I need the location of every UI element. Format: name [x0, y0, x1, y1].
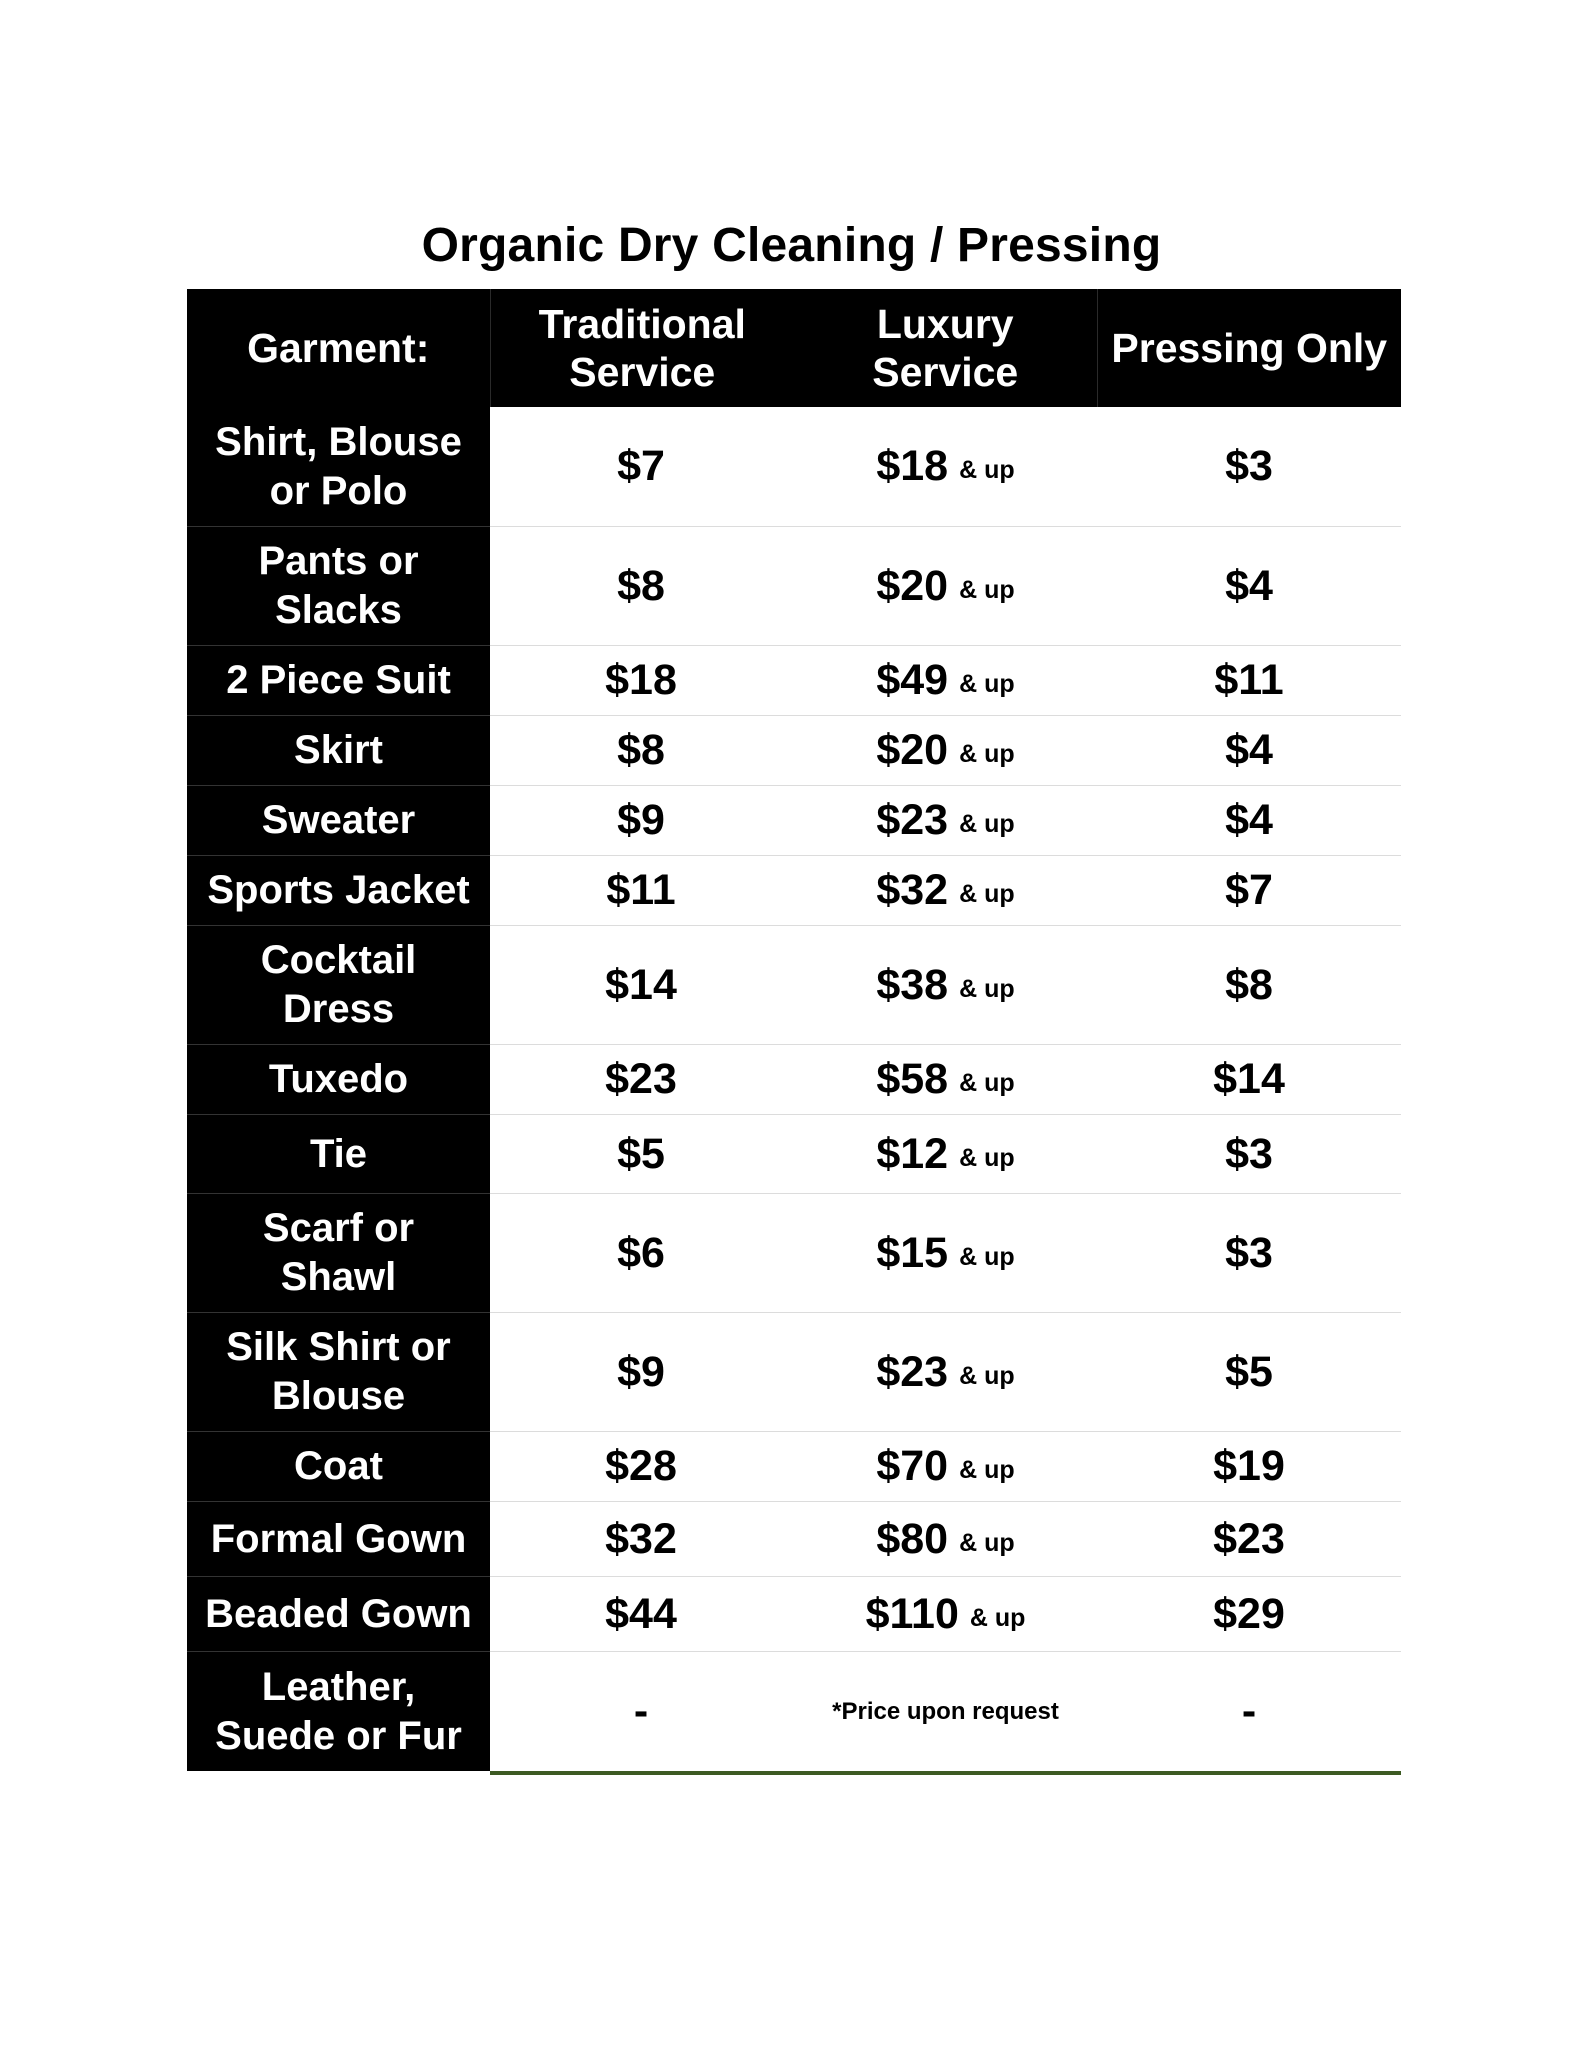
traditional-price-cell: [490, 1501, 794, 1576]
luxury-price: $23: [876, 796, 949, 844]
garment-name-line2: Shawl: [280, 1255, 397, 1299]
garment-cell: [187, 785, 490, 855]
pressing-price-cell: [1097, 1651, 1401, 1771]
pressing-price: $4: [1225, 726, 1273, 774]
luxury-price: $23: [876, 1347, 949, 1396]
pressing-price-cell: [1097, 1576, 1401, 1651]
garment-name-line2: Dress: [282, 987, 395, 1031]
garment-name-line1: Scarf or: [262, 1206, 415, 1250]
luxury-price-cell: [794, 1044, 1097, 1114]
luxury-price: $12: [876, 1129, 949, 1178]
table-row: [187, 526, 1401, 645]
table-body: [187, 407, 1401, 1771]
luxury-price: $49: [876, 656, 949, 704]
and-up-suffix: & up: [959, 1069, 1015, 1097]
and-up-suffix: & up: [959, 1361, 1015, 1390]
garment-name-line1: Tie: [309, 1131, 368, 1176]
pressing-price-cell: [1097, 1501, 1401, 1576]
and-up-suffix: & up: [969, 1603, 1026, 1632]
garment-name-line1: Coat: [294, 1444, 383, 1488]
pressing-price-cell: [1097, 925, 1401, 1044]
garment-cell: [187, 925, 490, 1044]
traditional-price: $8: [617, 561, 665, 610]
garment-name-line1: Beaded Gown: [205, 1591, 472, 1636]
pressing-price-cell: [1097, 1044, 1401, 1114]
pressing-price-cell: [1097, 526, 1401, 645]
garment-name-line2: Slacks: [275, 588, 402, 632]
traditional-price: $23: [605, 1055, 677, 1103]
pressing-price-cell: [1097, 1431, 1401, 1501]
pressing-price: $3: [1225, 442, 1273, 490]
pressing-price-cell: [1097, 407, 1401, 526]
traditional-price-cell: [490, 1193, 794, 1312]
luxury-price-cell: [794, 785, 1097, 855]
traditional-price-cell: [490, 785, 794, 855]
pressing-price: -: [1241, 1687, 1257, 1735]
traditional-price-cell: [490, 1576, 794, 1651]
luxury-price-cell: [794, 1501, 1097, 1576]
table-row: [187, 407, 1401, 526]
traditional-price-cell: [490, 526, 794, 645]
luxury-price: $20: [876, 561, 949, 610]
garment-name-line1: Pants or: [258, 539, 419, 583]
luxury-price-cell: [794, 1193, 1097, 1312]
traditional-price: $9: [617, 1347, 665, 1396]
header-garment: Garment:: [187, 289, 491, 407]
luxury-price: $18: [876, 442, 949, 490]
garment-cell: [187, 1044, 490, 1114]
traditional-price: $5: [617, 1129, 665, 1178]
luxury-price: $38: [876, 960, 949, 1009]
and-up-suffix: & up: [959, 575, 1015, 604]
price-table: [187, 289, 1401, 1771]
luxury-price: $32: [876, 866, 949, 914]
traditional-price-cell: [490, 1431, 794, 1501]
luxury-price: $15: [876, 1228, 949, 1277]
traditional-price: $28: [605, 1442, 677, 1490]
table-row: [187, 855, 1401, 925]
table-header-row: [187, 289, 1401, 407]
and-up-suffix: & up: [959, 810, 1015, 838]
garment-name-line1: Cocktail: [260, 938, 417, 982]
garment-cell: [187, 1576, 490, 1651]
table-row: [187, 1044, 1401, 1114]
header-traditional-line2: Service: [569, 349, 716, 395]
traditional-price-cell: [490, 1651, 794, 1771]
table-row: [187, 1576, 1401, 1651]
and-up-suffix: & up: [959, 740, 1015, 768]
garment-cell: [187, 855, 490, 925]
table-row: [187, 785, 1401, 855]
traditional-price-cell: [490, 925, 794, 1044]
pressing-price-cell: [1097, 855, 1401, 925]
header-pressing-only: Pressing Only: [1097, 289, 1402, 407]
traditional-price: $7: [617, 442, 665, 490]
and-up-suffix: & up: [959, 456, 1015, 484]
luxury-price: $20: [876, 726, 949, 774]
pressing-price-cell: [1097, 785, 1401, 855]
traditional-price: $14: [605, 960, 677, 1009]
garment-name-line1: Skirt: [294, 728, 383, 772]
pressing-price: $3: [1225, 1228, 1273, 1277]
pressing-price-cell: [1097, 645, 1401, 715]
table-row: [187, 645, 1401, 715]
and-up-suffix: & up: [959, 1143, 1015, 1172]
pressing-price: $8: [1225, 960, 1273, 1009]
garment-name-line1: 2 Piece Suit: [226, 658, 451, 702]
luxury-price-cell: [794, 1651, 1097, 1771]
garment-cell: [187, 1312, 490, 1431]
pressing-price-cell: [1097, 715, 1401, 785]
header-traditional-service: [491, 289, 795, 407]
pressing-price-cell: [1097, 1193, 1401, 1312]
garment-name-line1: Leather,: [261, 1664, 416, 1709]
luxury-price-cell: [794, 1114, 1097, 1193]
garment-cell: [187, 1501, 490, 1576]
and-up-suffix: & up: [959, 670, 1015, 698]
table-bottom-rule: [490, 1771, 1401, 1775]
pressing-price: $3: [1225, 1129, 1273, 1178]
and-up-suffix: & up: [959, 880, 1015, 908]
traditional-price-cell: [490, 1044, 794, 1114]
traditional-price: -: [633, 1687, 649, 1735]
luxury-price-cell: [794, 1312, 1097, 1431]
luxury-price-cell: [794, 925, 1097, 1044]
luxury-price-cell: [794, 645, 1097, 715]
traditional-price: $6: [617, 1228, 665, 1277]
garment-cell: [187, 1431, 490, 1501]
table-row: [187, 1431, 1401, 1501]
luxury-price: $58: [876, 1055, 949, 1103]
garment-name-line2: Suede or Fur: [215, 1713, 462, 1758]
luxury-price-cell: [794, 715, 1097, 785]
table-row: [187, 1193, 1401, 1312]
header-luxury-line1: Luxury: [876, 301, 1014, 347]
pressing-price: $4: [1225, 796, 1273, 844]
pressing-price: $23: [1213, 1514, 1285, 1563]
pressing-price: $29: [1213, 1589, 1285, 1638]
traditional-price-cell: [490, 407, 794, 526]
pressing-price: $11: [1214, 656, 1284, 704]
pressing-price: $4: [1225, 561, 1273, 610]
and-up-suffix: & up: [959, 1528, 1015, 1557]
pressing-price-cell: [1097, 1312, 1401, 1431]
header-luxury-service: [794, 289, 1097, 407]
luxury-price: $110: [865, 1589, 959, 1638]
garment-cell: [187, 645, 490, 715]
traditional-price-cell: [490, 645, 794, 715]
garment-cell: [187, 1651, 490, 1771]
luxury-price-cell: [794, 855, 1097, 925]
luxury-price-cell: [794, 1576, 1097, 1651]
table-row: [187, 1114, 1401, 1193]
luxury-price-cell: [794, 407, 1097, 526]
header-traditional-line1: Traditional: [538, 301, 746, 347]
and-up-suffix: & up: [959, 1456, 1015, 1484]
garment-cell: [187, 715, 490, 785]
page-title: Organic Dry Cleaning / Pressing: [421, 219, 1162, 272]
traditional-price-cell: [490, 715, 794, 785]
garment-cell: [187, 407, 490, 526]
garment-name-line1: Silk Shirt or: [226, 1325, 451, 1369]
traditional-price: $18: [605, 656, 677, 704]
luxury-price-cell: [794, 1431, 1097, 1501]
table-row: [187, 925, 1401, 1044]
pressing-price: $5: [1225, 1347, 1273, 1396]
traditional-price: $9: [617, 796, 665, 844]
traditional-price: $11: [606, 866, 676, 914]
pressing-price: $7: [1225, 866, 1273, 914]
table-row: [187, 1312, 1401, 1431]
header-luxury-line2: Service: [872, 349, 1019, 395]
table-row: [187, 1651, 1401, 1771]
traditional-price: $8: [617, 726, 665, 774]
garment-name-line1: Tuxedo: [268, 1057, 409, 1101]
and-up-suffix: & up: [959, 1242, 1015, 1271]
price-upon-request-note: *Price upon request: [832, 1697, 1059, 1725]
garment-name-line1: Formal Gown: [210, 1516, 467, 1561]
and-up-suffix: & up: [959, 974, 1015, 1003]
pressing-price-cell: [1097, 1114, 1401, 1193]
table-row: [187, 1501, 1401, 1576]
pressing-price: $14: [1213, 1055, 1285, 1103]
garment-cell: [187, 1114, 490, 1193]
traditional-price-cell: [490, 855, 794, 925]
garment-cell: [187, 526, 490, 645]
traditional-price: $44: [605, 1589, 677, 1638]
table-row: [187, 715, 1401, 785]
garment-name-line2: or Polo: [269, 468, 408, 513]
garment-name-line1: Sweater: [261, 798, 416, 842]
pressing-price: $19: [1213, 1442, 1285, 1490]
traditional-price-cell: [490, 1114, 794, 1193]
luxury-price: $70: [876, 1442, 949, 1490]
traditional-price: $32: [605, 1514, 677, 1563]
garment-name-line2: Blouse: [271, 1374, 406, 1418]
traditional-price-cell: [490, 1312, 794, 1431]
luxury-price-cell: [794, 526, 1097, 645]
garment-name-line1: Sports Jacket: [207, 868, 470, 912]
garment-cell: [187, 1193, 490, 1312]
luxury-price: $80: [876, 1514, 949, 1563]
garment-name-line1: Shirt, Blouse: [215, 419, 462, 464]
